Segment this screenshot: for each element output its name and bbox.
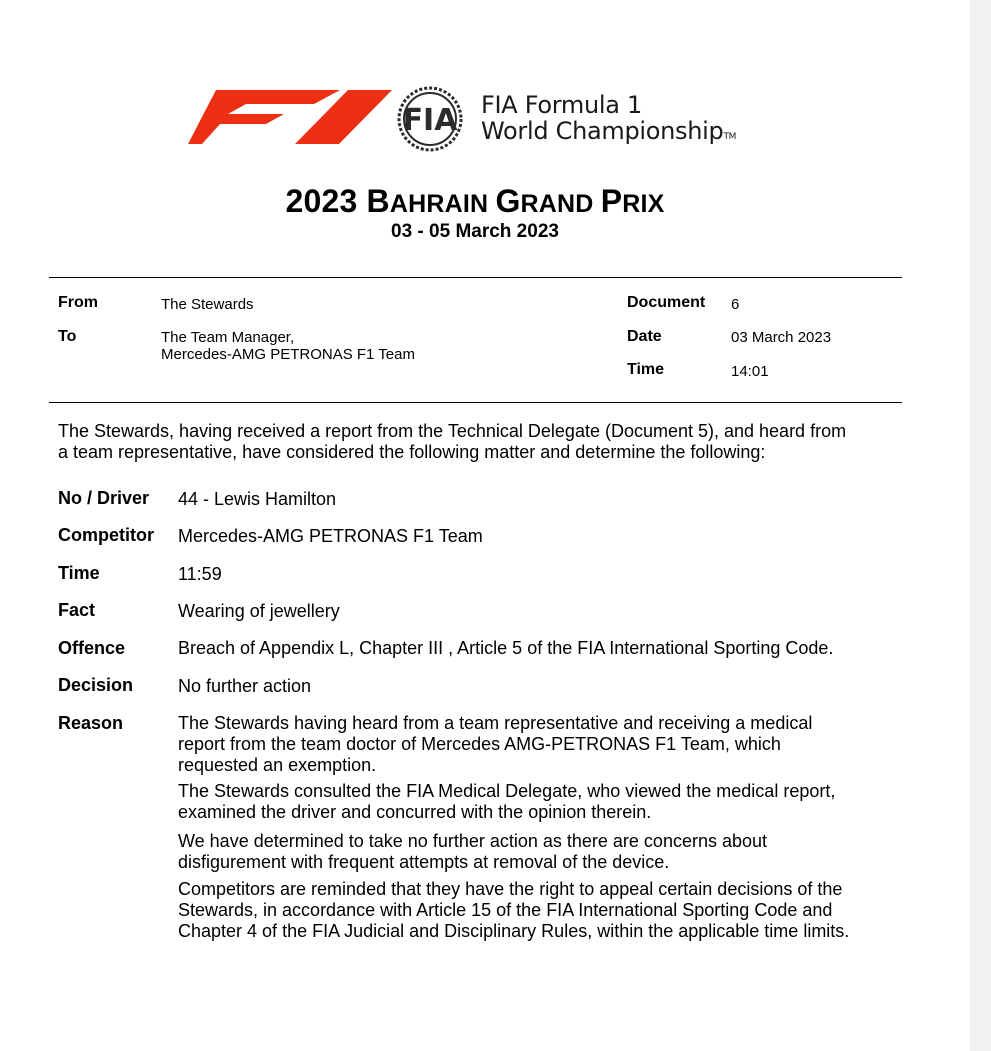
championship-line-1: FIA Formula 1 (481, 91, 642, 119)
reason-label: Reason (58, 713, 124, 733)
reason-paragraph-4 (178, 879, 898, 942)
reason-1-line-1: The Stewards having heard from a team representative and receiving a medical (178, 713, 813, 733)
offence-label: Offence (58, 638, 126, 658)
header-logo-row (188, 86, 788, 152)
title-cap-2: G (495, 183, 521, 219)
reason-4-line-1: Competitors are reminded that they have the right to appeal certain decisions of the (178, 879, 843, 899)
time-label: Time (627, 361, 665, 378)
reason-paragraph-2 (178, 781, 898, 823)
divider-bottom (49, 402, 902, 403)
time-value: 14:01 (731, 363, 769, 380)
date-value: 03 March 2023 (731, 329, 832, 346)
divider-top (49, 277, 902, 278)
title-rest-1: AHRAIN (389, 190, 496, 218)
fact-label: Fact (58, 600, 96, 620)
driver-label: No / Driver (58, 488, 150, 508)
intro-paragraph (58, 421, 908, 463)
intro-line-1: The Stewards, having received a report from the Technical Delegate (Document 5), and heard from (58, 421, 847, 441)
championship-line-2-text: World Championship (481, 117, 724, 145)
viewer-scrollbar-track[interactable] (970, 0, 991, 1051)
event-dates: 03 - 05 March 2023 (391, 221, 559, 242)
competitor-value: Mercedes-AMG PETRONAS F1 Team (178, 526, 483, 546)
title-year: 2023 (285, 183, 367, 219)
reason-paragraph-1 (178, 713, 898, 776)
incident-time-label: Time (58, 563, 100, 583)
reason-1-line-2: report from the team doctor of Mercedes AMG-PETRONAS F1 Team, which (178, 734, 781, 754)
reason-2-line-2: examined the driver and concurred with the opinion therein. (178, 802, 652, 822)
title-cap-1: B (366, 183, 390, 219)
trademark-mark: TM (723, 132, 737, 142)
from-value: The Stewards (161, 296, 254, 313)
offence-value: Breach of Appendix L, Chapter III , Article 5 of the FIA International Sporting Code. (178, 638, 834, 658)
document-label: Document (627, 294, 706, 311)
intro-line-2: a team representative, have considered the following matter and determine the following: (58, 442, 766, 462)
title-cap-3: P (600, 183, 623, 219)
to-value-line-2: Mercedes-AMG PETRONAS F1 Team (161, 346, 415, 363)
date-label: Date (627, 328, 662, 345)
competitor-label: Competitor (58, 525, 154, 545)
event-title (0, 183, 950, 220)
fia-seal-icon (386, 86, 474, 152)
championship-line-2 (481, 118, 736, 150)
f1-logo-icon (188, 90, 393, 144)
reason-4-line-2: Stewards, in accordance with Article 15 of the FIA International Sporting Code and (178, 900, 833, 920)
reason-2-line-1: The Stewards consulted the FIA Medical Delegate, who viewed the medical report, (178, 781, 836, 801)
reason-4-line-3: Chapter 4 of the FIA Judicial and Disciplinary Rules, within the applicable time limits. (178, 921, 850, 941)
title-rest-3: RIX (622, 190, 665, 218)
incident-time-value: 11:59 (178, 564, 222, 584)
reason-3-line-2: disfigurement with frequent attempts at removal of the device. (178, 852, 670, 872)
title-rest-2: RAND (520, 190, 601, 218)
document-value: 6 (731, 296, 740, 313)
decision-label: Decision (58, 675, 134, 695)
seal-text: FIA (402, 103, 458, 138)
decision-value: No further action (178, 676, 312, 696)
to-value-line-1: The Team Manager, (161, 329, 295, 346)
from-label: From (58, 294, 98, 311)
fact-value: Wearing of jewellery (178, 601, 340, 621)
championship-name (481, 92, 736, 150)
reason-1-line-3: requested an exemption. (178, 755, 377, 775)
reason-paragraph-3 (178, 831, 898, 873)
driver-value: 44 - Lewis Hamilton (178, 489, 337, 509)
to-label: To (58, 328, 77, 345)
reason-3-line-1: We have determined to take no further action as there are concerns about (178, 831, 768, 851)
